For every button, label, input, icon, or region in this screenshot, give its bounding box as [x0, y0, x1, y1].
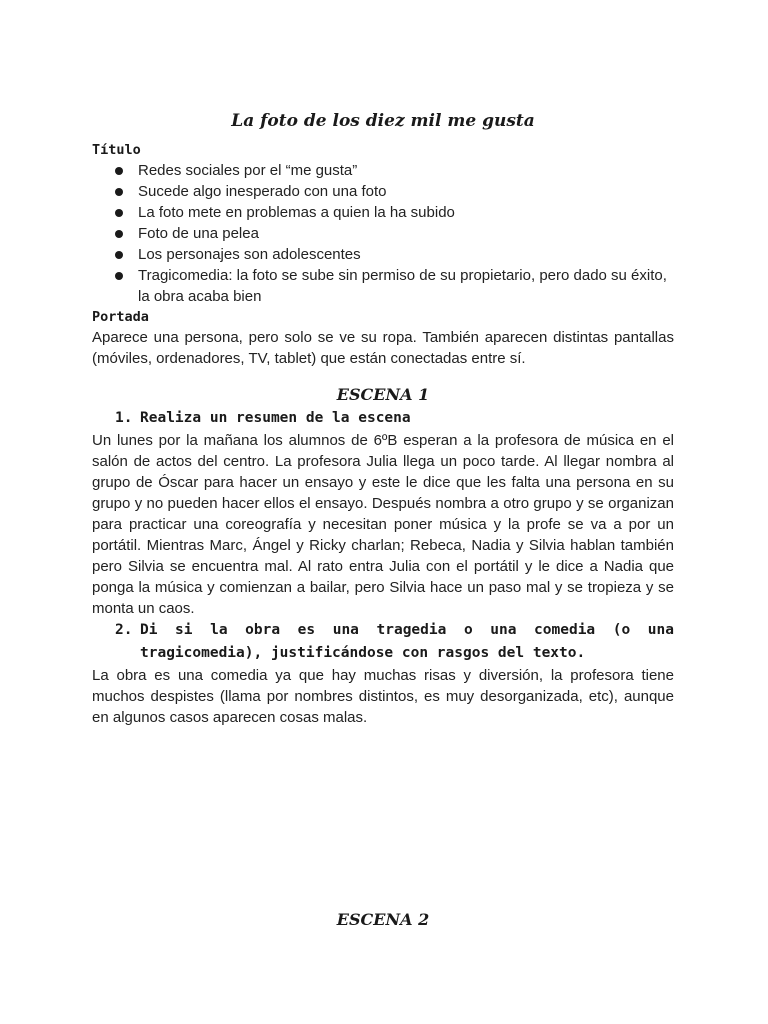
question-number: 1. — [115, 410, 133, 426]
scene-1-title: ESCENA 1 — [336, 385, 430, 404]
bullet-text: Los personajes son adolescentes — [138, 246, 361, 263]
scene-1-answer-1: Un lunes por la mañana los alumnos de 6ºB esperan a la profesora de música en el salón de actos del centro. La profesora Julia llega un poco tarde. Al llegar nombra al grupo de Óscar para hacer un ensayo y este le dice que les falta una persona en su grupo y no pueden hacer ellos el ensayo. Después nombra a otro grupo y se organizan para practicar una coreografía y necesitan poner música y la profe se va a por un portátil. Mientras Marc, Ángel y Ricky charlan; Rebeca, Nadia y Silvia hablan también pero Silvia se encuentra mal. Al rato entra Julia con el portátil y le dice a Nadia que ponga la música y comienzan a bailar, pero Silvia hace un paso mal y se tropieza y se monta un caos. — [92, 432, 674, 617]
document-content — [92, 108, 674, 929]
titulo-label: Título — [92, 142, 141, 158]
bullet-icon — [115, 188, 123, 196]
bullet-text: La foto mete en problemas a quien la ha subido — [138, 204, 455, 221]
question-item — [92, 407, 674, 430]
list-item — [114, 160, 674, 181]
scene-1-question-1 — [92, 407, 674, 430]
list-item — [114, 223, 674, 244]
list-item — [114, 265, 674, 307]
bullet-text: Sucede algo inesperado con una foto — [138, 183, 387, 200]
scene-1-question-2 — [92, 619, 674, 665]
bullet-icon — [115, 272, 123, 280]
list-item — [114, 202, 674, 223]
bullet-icon — [115, 167, 123, 175]
document-title: La foto de los diez mil me gusta — [231, 111, 535, 131]
bullet-text: Foto de una pelea — [138, 225, 259, 242]
scene-2-title: ESCENA 2 — [336, 910, 430, 929]
portada-text: Aparece una persona, pero solo se ve su ropa. También aparecen distintas pantallas (móviles, ordenadores, TV, tablet) que están conectadas entre sí. — [92, 329, 674, 367]
question-text: Di si la obra es una tragedia o una comedia (o una tragicomedia), justificándose con rasgos del texto. — [140, 622, 674, 661]
list-item — [114, 244, 674, 265]
bullet-icon — [115, 230, 123, 238]
question-number: 2. — [115, 622, 133, 638]
bullet-text: Tragicomedia: la foto se sube sin permiso de su propietario, pero dado su éxito, la obra acaba bien — [138, 267, 667, 305]
portada-label: Portada — [92, 309, 149, 325]
titulo-bullet-list — [92, 160, 674, 307]
list-item — [114, 181, 674, 202]
question-text: Realiza un resumen de la escena — [140, 410, 411, 426]
bullet-icon — [115, 209, 123, 217]
bullet-text: Redes sociales por el “me gusta” — [138, 162, 358, 179]
bullet-icon — [115, 251, 123, 259]
scene-1-answer-2: La obra es una comedia ya que hay muchas risas y diversión, la profesora tiene muchos despistes (llama por nombres distintos, es muy desorganizada, etc), aunque en algunos casos aparecen cosas malas. — [92, 667, 674, 726]
question-item — [92, 619, 674, 665]
